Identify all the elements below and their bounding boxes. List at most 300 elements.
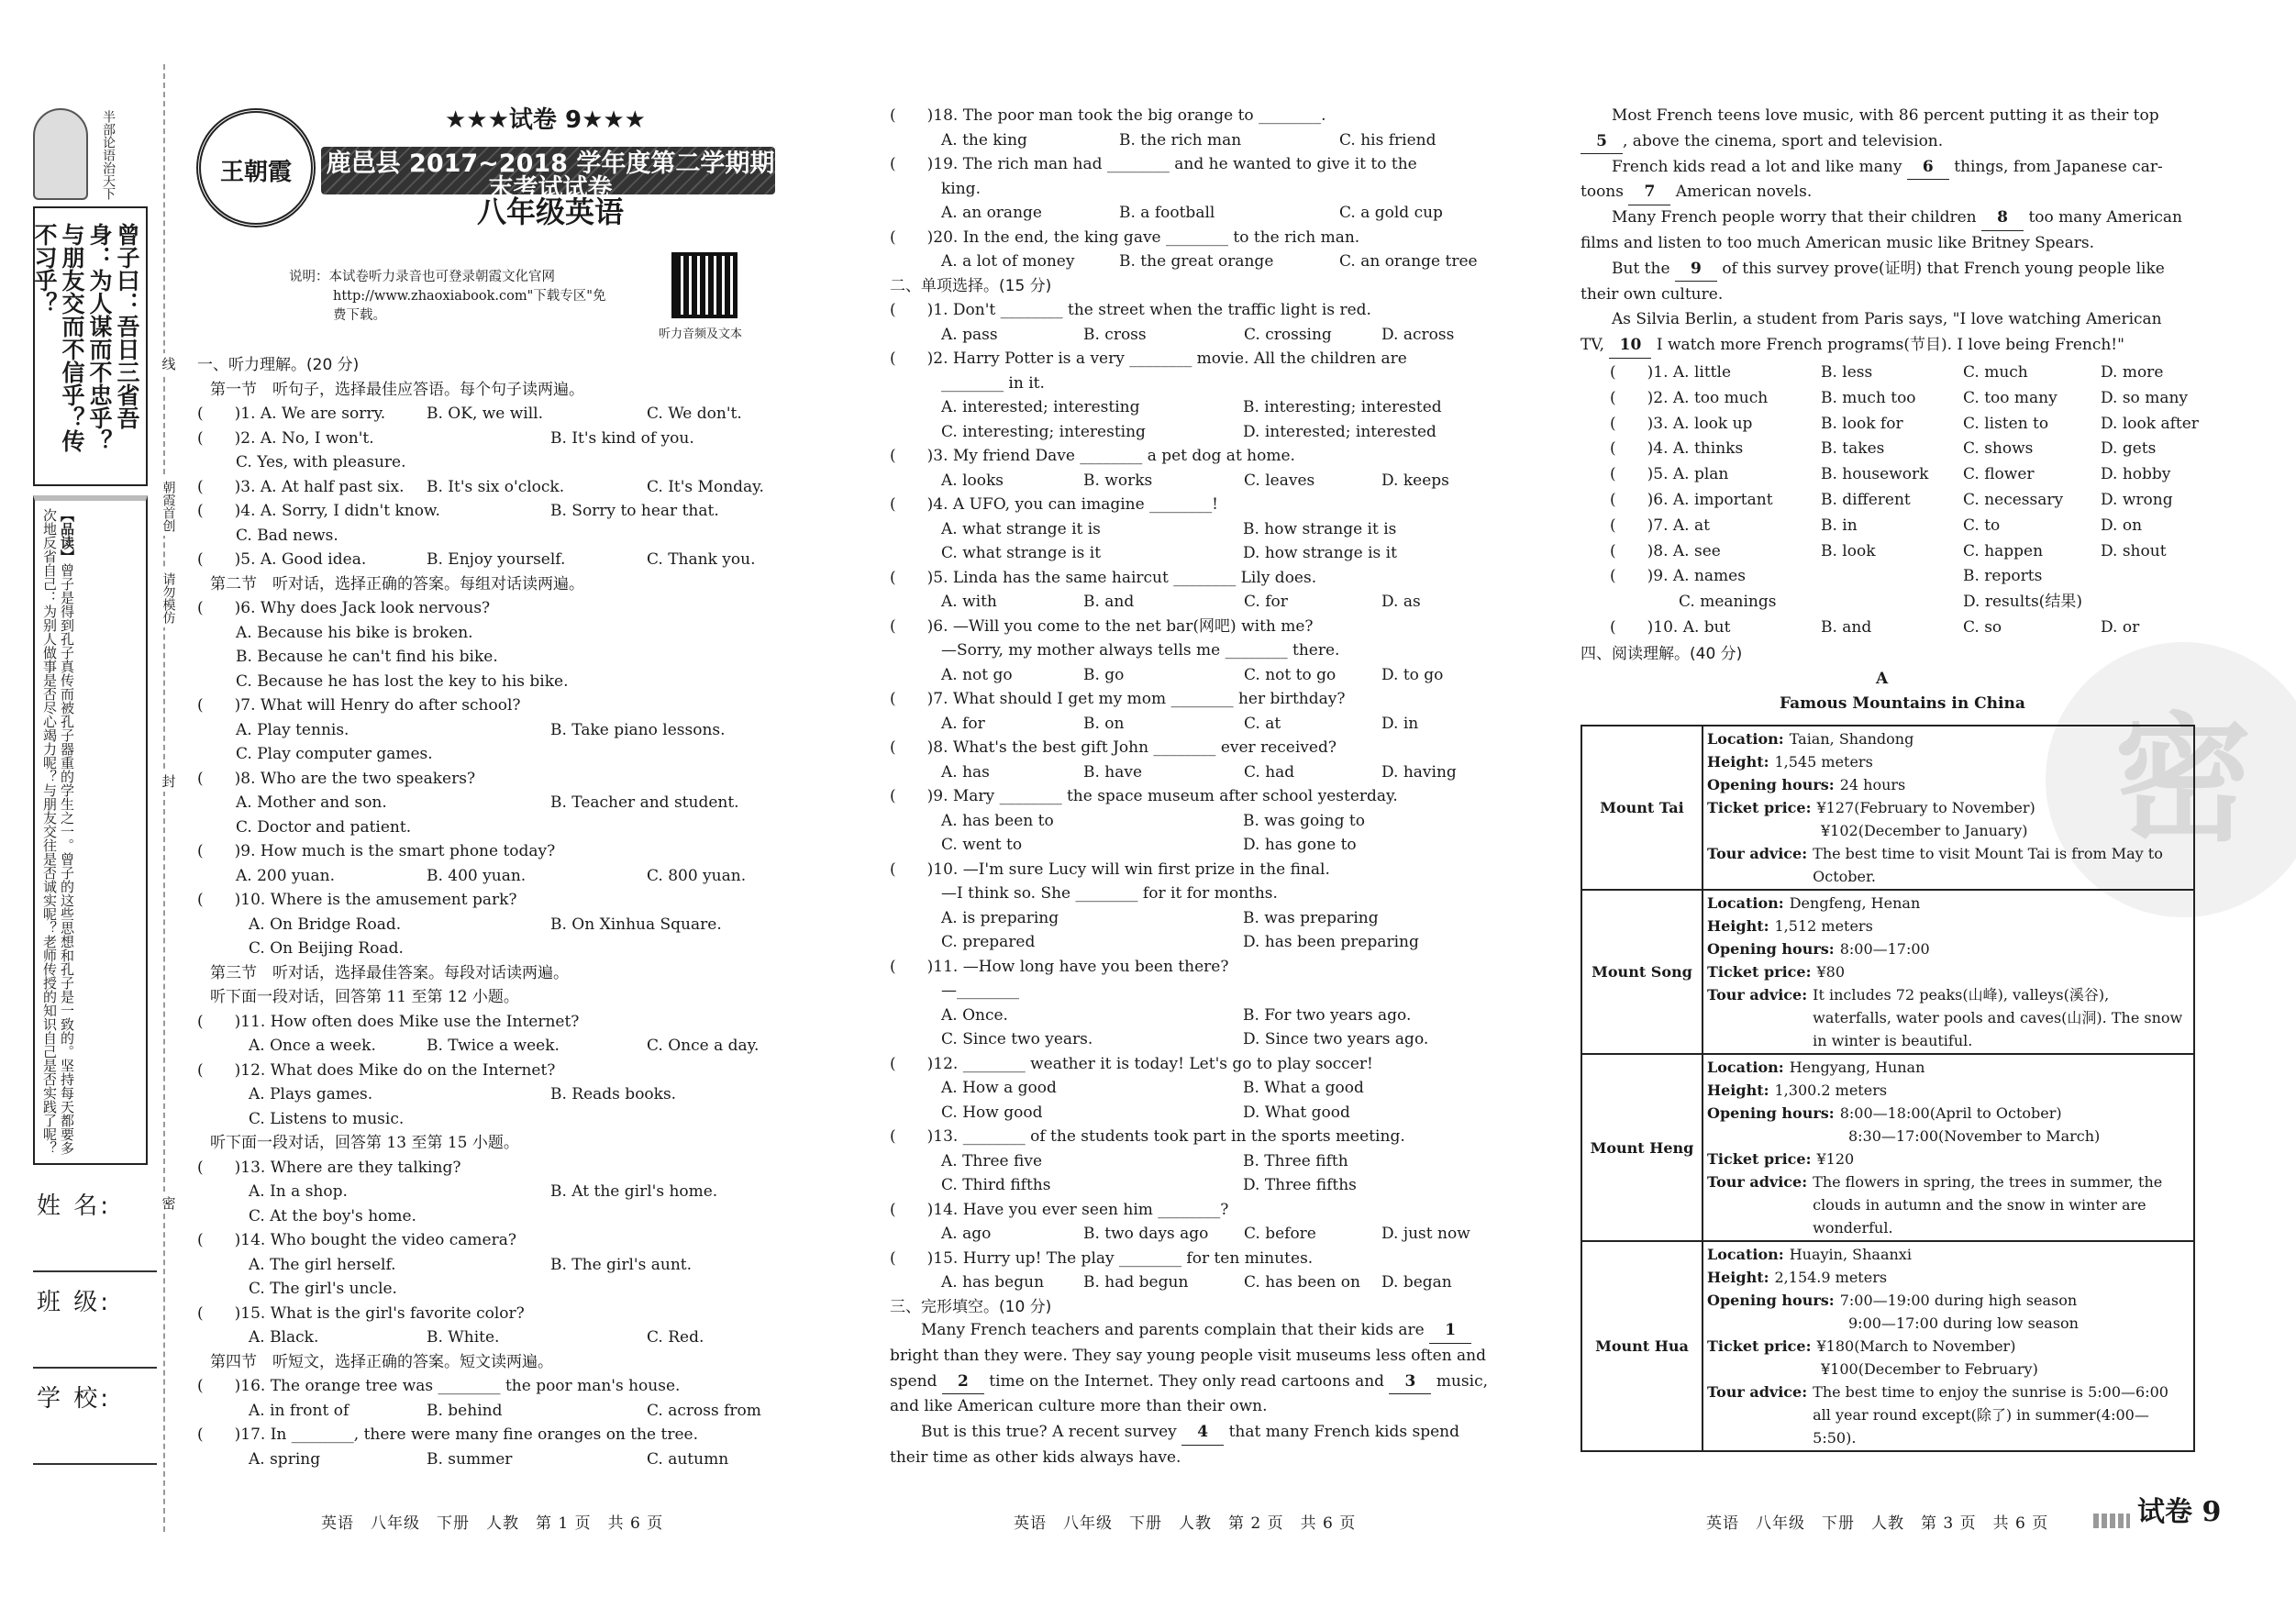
- question-line: ( )1. A. We are sorry.: [197, 405, 386, 423]
- info-key: Height:: [1707, 1081, 1769, 1099]
- option-text: B. much too: [1821, 388, 1916, 407]
- question-line: C. Because he has lost the key to his bike.: [236, 671, 569, 691]
- question-line: C. Listens to music.: [249, 1109, 405, 1128]
- option-text: B. The girl's aunt.: [550, 1255, 693, 1274]
- question-line: A. Plays games.: [249, 1085, 373, 1103]
- question-line: ( )12. ________ weather it is today! Let's go to play soccer!: [890, 1054, 1373, 1073]
- option-text: C. necessary: [1963, 491, 2064, 509]
- option-text: D. has been preparing: [1243, 933, 1419, 951]
- info-value: 8:30—17:00(November to March): [1848, 1127, 2101, 1145]
- option-text: B. For two years ago.: [1243, 1005, 1412, 1025]
- info-value: The flowers in spring, the trees in summer, the clouds in autumn and the snow in winter are wonderful.: [1813, 1173, 2163, 1237]
- option-text: ( )3. A. look up: [1610, 414, 1753, 433]
- passage-text: As Silvia Berlin, a student from Paris says, "I love watching American: [1581, 310, 2162, 329]
- question-line: ( )2. A. No, I won't.: [197, 428, 374, 448]
- question-line: ( )7. What should I get my mom ________ her birthday?: [890, 690, 1346, 708]
- info-value: 7:00—19:00 during high season: [1839, 1292, 2078, 1309]
- question-line: A. for: [941, 714, 985, 733]
- question-line: C. interesting; interesting: [941, 422, 1146, 441]
- exam-badge: 试卷 9: [2137, 1496, 2222, 1528]
- info-key: [1707, 819, 1815, 842]
- option-text: C. to: [1963, 516, 2001, 535]
- mountain-name: Mount Hua: [1581, 1241, 1703, 1451]
- info-key: Location:: [1707, 730, 1784, 748]
- question-line: ( )2. Harry Potter is a very ________ movie. All the children are: [890, 349, 1407, 368]
- passage-text: Many French teachers and parents complain that their kids are: [890, 1321, 1430, 1339]
- question-line: —________: [941, 981, 1019, 1000]
- option-text: B. behind: [427, 1401, 503, 1420]
- info-key: Ticket price:: [1707, 1150, 1812, 1168]
- option-text: D. results(结果): [1963, 593, 2082, 612]
- note-line: 费下载。: [333, 308, 386, 323]
- option-text: ( )8. A. see: [1610, 541, 1721, 560]
- mountain-row: [1581, 726, 2194, 890]
- info-value: Huayin, Shaanxi: [1789, 1246, 1912, 1263]
- option-text: C. Thank you.: [647, 550, 756, 569]
- cloze-blank[interactable]: 8: [1981, 205, 2024, 231]
- cut-label: 密: [154, 1192, 183, 1214]
- info-value: Dengfeng, Henan: [1789, 894, 1921, 912]
- question-line: C. Third fifths: [941, 1176, 1051, 1194]
- info-row: [1707, 1358, 2190, 1381]
- option-text: D. having: [1381, 762, 1457, 782]
- confucius-portrait-icon: [33, 108, 88, 200]
- question-line: A. Play tennis.: [236, 720, 349, 739]
- option-text: C. had: [1244, 762, 1295, 782]
- badge-dots-icon: [2093, 1514, 2130, 1528]
- info-key: Ticket price:: [1707, 799, 1812, 816]
- table-title: Famous Mountains in China: [1780, 694, 2025, 713]
- question-line: ( )7. What will Henry do after school?: [197, 696, 521, 715]
- option-text: B. Enjoy yourself.: [427, 550, 566, 569]
- name-label: 姓 名:: [37, 1192, 112, 1220]
- info-row: [1707, 983, 2190, 1052]
- question-line: ( )5. A. Good idea.: [197, 550, 367, 569]
- passage-text: time on the Internet. They only read cartoons and: [983, 1371, 1390, 1391]
- mountain-info: [1703, 890, 2194, 1054]
- question-line: ( )5. Linda has the same haircut ________ Lily does.: [890, 568, 1317, 587]
- question-line: ( )13. ________ of the students took part in the sports meeting.: [890, 1127, 1405, 1146]
- question-line: A. not go: [941, 665, 1013, 684]
- info-row: [1707, 1312, 2190, 1335]
- question-line: king.: [941, 179, 981, 198]
- info-key: [1707, 1358, 1815, 1381]
- question-line: ( )16. The orange tree was ________ the poor man's house.: [197, 1377, 681, 1395]
- cut-line: [163, 64, 165, 1532]
- cloze-blank[interactable]: 7: [1628, 180, 1670, 205]
- pindu-text: 曾子是得到孔子真传而被孔子器重的学生之一。曾子的这些思想和孔子是一致的。坚持每天都要多次地反省自己：为别人做事是否尽心竭力呢？与朋友交往是否诚实呢？老师传授的知识自己是否实践了呢？: [41, 508, 75, 1155]
- info-row: [1707, 1056, 2190, 1079]
- cloze-blank[interactable]: 5: [1581, 129, 1623, 155]
- question-line: —I think so. She ________ for it for months.: [941, 884, 1278, 903]
- cloze-blank[interactable]: 4: [1181, 1420, 1224, 1446]
- option-text: C. meanings: [1679, 593, 1777, 612]
- mountain-info: [1703, 1054, 2194, 1241]
- question-line: 二、单项选择。(15 分): [890, 276, 1052, 295]
- option-text: D. as: [1381, 593, 1421, 611]
- cloze-blank[interactable]: 1: [1429, 1318, 1471, 1344]
- info-key: Tour advice:: [1707, 986, 1808, 1004]
- option-text: B. was going to: [1243, 811, 1365, 830]
- info-key: Height:: [1707, 1269, 1769, 1286]
- question-line: 听下面一段对话，回答第 11 至第 12 小题。: [210, 988, 519, 1006]
- option-text: C. has been on: [1244, 1273, 1360, 1292]
- question-line: C. went to: [941, 836, 1023, 854]
- question-line: C. Yes, with pleasure.: [236, 453, 406, 471]
- option-text: D. to go: [1381, 665, 1444, 684]
- binding-sidebar: [0, 0, 165, 1597]
- passage-line: [1581, 104, 2159, 128]
- passage-text: that many French kids spend: [1224, 1423, 1460, 1442]
- question-line: ( )4. A UFO, you can imagine ________!: [890, 495, 1218, 514]
- question-line: ( )8. What's the best gift John ________ ever received?: [890, 738, 1337, 757]
- cloze-blank[interactable]: 3: [1389, 1370, 1431, 1395]
- info-row: [1707, 1125, 2190, 1148]
- question-line: A. spring: [249, 1449, 321, 1469]
- question-line: A. On Bridge Road.: [249, 915, 402, 934]
- info-row: [1707, 727, 2190, 750]
- info-row: [1707, 937, 2190, 960]
- option-text: C. at: [1244, 714, 1281, 733]
- question-line: C. How good: [941, 1103, 1043, 1122]
- info-value: ¥120: [1816, 1150, 1855, 1168]
- question-line: C. The girl's uncle.: [249, 1280, 397, 1298]
- question-line: C. Bad news.: [236, 526, 338, 545]
- option-text: D. or: [2101, 618, 2140, 637]
- class-label: 班 级:: [37, 1289, 112, 1316]
- cloze-blank[interactable]: 9: [1675, 257, 1717, 283]
- option-text: B. have: [1083, 762, 1143, 782]
- option-text: C. Red.: [647, 1328, 704, 1347]
- option-text: B. on: [1083, 714, 1125, 733]
- option-text: B. and: [1083, 593, 1135, 611]
- question-line: ( )3. A. At half past six.: [197, 477, 405, 496]
- option-text: C. crossing: [1244, 325, 1332, 344]
- option-text: B. in: [1821, 516, 1858, 535]
- info-key: Location:: [1707, 894, 1784, 912]
- option-text: B. Twice a week.: [427, 1037, 560, 1055]
- question-line: ( )11. —How long have you been there?: [890, 957, 1229, 976]
- passage-line: [890, 1344, 1486, 1369]
- question-line: A. ago: [941, 1225, 992, 1243]
- question-line: 听下面一段对话，回答第 13 至第 15 小题。: [210, 1134, 519, 1152]
- option-text: D. on: [2101, 516, 2143, 535]
- question-line: ________ in it.: [941, 373, 1045, 393]
- option-text: C. not to go: [1244, 665, 1337, 684]
- option-text: D. wrong: [2101, 491, 2173, 509]
- option-text: B. had begun: [1083, 1273, 1189, 1292]
- option-text: D. began: [1381, 1273, 1452, 1292]
- page3-footer: 英语 八年级 下册 人教 第 3 页 共 6 页: [1706, 1514, 2049, 1533]
- option-text: D. has gone to: [1243, 836, 1357, 854]
- option-text: B. On Xinhua Square.: [550, 915, 722, 934]
- mountain-info: [1703, 726, 2194, 890]
- option-text: B. and: [1821, 618, 1872, 637]
- info-row: [1707, 1381, 2190, 1449]
- question-line: A. How a good: [941, 1079, 1057, 1097]
- question-line: C. Since two years.: [941, 1030, 1093, 1048]
- cloze-blank[interactable]: 2: [942, 1370, 984, 1395]
- passage-text: music,: [1431, 1371, 1489, 1391]
- passage-line: [1581, 257, 2165, 283]
- option-text: C. flower: [1963, 465, 2035, 484]
- option-text: B. cross: [1083, 325, 1147, 344]
- question-line: ( )15. Hurry up! The play ________ for ten minutes.: [890, 1248, 1314, 1268]
- passage-text: French kids read a lot and like many: [1581, 157, 1907, 176]
- option-text: B. two days ago: [1083, 1225, 1209, 1243]
- option-text: B. works: [1083, 471, 1153, 490]
- question-line: 第一节 听句子，选择最佳应答语。每个句子读两遍。: [210, 380, 584, 399]
- passage-text: Many French people worry that their children: [1581, 208, 1982, 227]
- cloze-blank[interactable]: 10: [1609, 333, 1651, 359]
- question-line: A. Once.: [941, 1005, 1008, 1025]
- info-row: [1707, 773, 2190, 796]
- info-key: Location:: [1707, 1059, 1784, 1076]
- question-line: A. interested; interesting: [941, 398, 1140, 416]
- question-line: A. The girl herself.: [249, 1255, 396, 1274]
- class-line[interactable]: [33, 1367, 157, 1369]
- option-text: D. look after: [2101, 414, 2199, 433]
- option-text: C. happen: [1963, 541, 2044, 560]
- info-key: Height:: [1707, 753, 1769, 771]
- cut-label: 请勿模仿: [154, 569, 183, 627]
- question-line: ( )9. Mary ________ the space museum after school yesterday.: [890, 787, 1398, 805]
- option-text: C. his friend: [1339, 130, 1436, 150]
- question-line: B. Because he can't find his bike.: [236, 648, 498, 666]
- option-text: B. It's kind of you.: [550, 428, 694, 448]
- info-row: [1707, 842, 2190, 888]
- option-text: B. 400 yuan.: [427, 866, 527, 885]
- info-key: Opening hours:: [1707, 1292, 1835, 1309]
- mountain-row: [1581, 1241, 2194, 1451]
- question-line: ( )19. The rich man had ________ and he wanted to give it to the: [890, 155, 1417, 173]
- question-line: A. in front of: [249, 1401, 349, 1420]
- option-text: B. Three fifth: [1243, 1151, 1348, 1170]
- question-line: C. Doctor and patient.: [236, 817, 412, 837]
- note-line[interactable]: http://www.zhaoxiabook.com"下载专区"免: [333, 289, 606, 304]
- question-line: A. the king: [941, 130, 1027, 150]
- info-value: Taian, Shandong: [1789, 730, 1914, 748]
- info-value: The best time to visit Mount Tai is from May to October.: [1813, 845, 2163, 885]
- cut-label: 线: [154, 353, 183, 374]
- option-text: B. the great orange: [1119, 252, 1274, 271]
- info-row: [1707, 796, 2190, 819]
- page1-footer: 英语 八年级 下册 人教 第 1 页 共 6 页: [321, 1514, 664, 1533]
- question-line: A. pass: [941, 325, 998, 344]
- info-row: [1707, 1243, 2190, 1266]
- info-key: Tour advice:: [1707, 1173, 1808, 1191]
- info-row: [1707, 1079, 2190, 1102]
- question-line: A. Because his bike is broken.: [236, 623, 473, 642]
- question-line: ( )20. In the end, the king gave ________ to the rich man.: [890, 227, 1360, 247]
- option-text: C. We don't.: [647, 405, 742, 423]
- passage-line: [890, 1394, 1267, 1419]
- option-text: C. shows: [1963, 439, 2034, 459]
- option-text: C. so: [1963, 618, 2002, 637]
- option-text: C. listen to: [1963, 414, 2049, 433]
- cut-label: 封: [154, 771, 183, 792]
- option-text: D. Since two years ago.: [1243, 1030, 1429, 1048]
- question-line: C. what strange is it: [941, 544, 1102, 562]
- option-text: B. Reads books.: [550, 1085, 677, 1103]
- info-key: Tour advice:: [1707, 845, 1808, 862]
- qr-code-icon[interactable]: [671, 252, 738, 318]
- passage-line: [1581, 307, 2162, 332]
- mountain-row: [1581, 1054, 2194, 1241]
- option-text: D. gets: [2101, 439, 2157, 459]
- option-text: B. was preparing: [1243, 908, 1379, 927]
- option-text: ( )10. A. but: [1610, 618, 1731, 637]
- option-text: C. across from: [647, 1401, 761, 1420]
- passage-text: , above the cinema, sport and television.: [1623, 131, 1944, 150]
- passage-text: toons: [1581, 183, 1629, 202]
- question-line: ( )9. How much is the smart phone today?: [197, 842, 556, 860]
- option-text: B. summer: [427, 1449, 513, 1469]
- reading-heading: 四、阅读理解。(40 分): [1581, 645, 1743, 663]
- question-line: C. On Beijing Road.: [249, 939, 404, 958]
- info-row: [1707, 819, 2190, 842]
- info-key: Ticket price:: [1707, 963, 1812, 981]
- option-text: C. a gold cup: [1339, 204, 1443, 222]
- option-text: C. before: [1244, 1225, 1316, 1243]
- info-value: Hengyang, Hunan: [1789, 1059, 1925, 1076]
- info-value: It includes 72 peaks(山峰), valleys(溪谷), waterfalls, water pools and caves(山洞). The snow in winter is beautiful.: [1813, 986, 2183, 1049]
- info-row: [1707, 1102, 2190, 1125]
- passage-line: [1581, 180, 1812, 205]
- question-line: C. Play computer games.: [236, 745, 433, 763]
- option-text: ( )7. A. at: [1610, 516, 1710, 535]
- passage-text: bright than they were. They say young people visit museums less often and: [890, 1346, 1487, 1365]
- option-text: B. At the girl's home.: [550, 1182, 718, 1201]
- option-text: C. It's Monday.: [647, 477, 764, 496]
- info-key: Height:: [1707, 917, 1769, 935]
- option-text: C. autumn: [647, 1449, 729, 1469]
- info-value: ¥102(December to January): [1821, 822, 2028, 839]
- question-line: ( )4. A. Sorry, I didn't know.: [197, 502, 440, 520]
- cloze-blank[interactable]: 6: [1907, 155, 1949, 181]
- pindu-label: 【品读】: [59, 508, 75, 563]
- sidebar-motto: 曾子曰：吾日三省吾身：为人谋而不忠乎？与朋友交而不信乎？传不习乎？: [33, 206, 148, 486]
- question-line: ( )14. Have you ever seen him ________?: [890, 1200, 1229, 1219]
- name-line[interactable]: [33, 1270, 157, 1272]
- info-key: Tour advice:: [1707, 1383, 1808, 1401]
- question-line: ( )12. What does Mike do on the Internet?: [197, 1060, 556, 1080]
- option-text: B. It's six o'clock.: [427, 477, 565, 496]
- option-text: B. different: [1821, 491, 1911, 509]
- passage-text: TV,: [1581, 336, 1610, 355]
- exam-title: 鹿邑县 2017~2018 学年度第二学期期末考试试卷: [326, 150, 775, 203]
- option-text: B. look for: [1821, 414, 1903, 433]
- question-line: ( )15. What is the girl's favorite color?: [197, 1303, 525, 1323]
- sidebar-tag: 半部论语治天下: [101, 110, 116, 200]
- info-key: Ticket price:: [1707, 1337, 1812, 1355]
- info-value: 2,154.9 meters: [1774, 1269, 1888, 1286]
- info-value: 1,545 meters: [1774, 753, 1873, 771]
- info-key: Opening hours:: [1707, 776, 1835, 793]
- option-text: B. go: [1083, 665, 1125, 684]
- stamp-watermark: 密: [2046, 642, 2296, 917]
- passage-line: [1581, 333, 2124, 359]
- info-value: 1,300.2 meters: [1774, 1081, 1888, 1099]
- question-line: 第二节 听对话，选择正确的答案。每组对话读两遍。: [210, 574, 584, 593]
- passage-text: But the: [1581, 259, 1675, 278]
- option-text: B. takes: [1821, 439, 1885, 459]
- passage-text: and like American culture more than their own.: [890, 1397, 1268, 1416]
- option-text: D. What good: [1243, 1103, 1350, 1122]
- info-key: Opening hours:: [1707, 1104, 1835, 1122]
- school-line[interactable]: [33, 1463, 157, 1465]
- info-row: [1707, 960, 2190, 983]
- info-key: Opening hours:: [1707, 940, 1835, 958]
- question-line: C. At the boy's home.: [249, 1206, 416, 1225]
- info-row: [1707, 1170, 2190, 1239]
- question-line: ( )10. Where is the amusement park?: [197, 891, 517, 909]
- question-line: ( )17. In ________, there were many fine oranges on the tree.: [197, 1425, 699, 1444]
- info-value: ¥100(December to February): [1821, 1360, 2038, 1378]
- option-text: D. in: [1381, 714, 1419, 733]
- question-line: A. looks: [941, 471, 1004, 490]
- question-line: ( )14. Who bought the video camera?: [197, 1231, 516, 1249]
- option-text: ( )2. A. too much: [1610, 388, 1769, 407]
- question-line: A. an orange: [941, 204, 1042, 222]
- cut-label: 朝霞首创: [154, 477, 183, 536]
- question-line: ( )3. My friend Dave ________ a pet dog at home.: [890, 447, 1295, 465]
- option-text: B. look: [1821, 541, 1876, 560]
- passage-text: things, from Japanese car-: [1948, 157, 2163, 176]
- question-line: A. is preparing: [941, 908, 1059, 927]
- question-line: A. has begun: [941, 1273, 1045, 1292]
- option-text: B. a football: [1119, 204, 1215, 222]
- info-row: [1707, 915, 2190, 937]
- option-text: D. Three fifths: [1243, 1176, 1357, 1194]
- option-text: B. Take piano lessons.: [550, 720, 726, 739]
- option-text: D. so many: [2101, 388, 2189, 407]
- page2-footer: 英语 八年级 下册 人教 第 2 页 共 6 页: [1014, 1514, 1357, 1533]
- question-line: ( )6. —Will you come to the net bar(网吧) with me?: [890, 616, 1314, 636]
- option-text: B. White.: [427, 1328, 500, 1347]
- passage-text: their own culture.: [1581, 284, 1724, 304]
- question-line: —Sorry, my mother always tells me ________ there.: [941, 641, 1340, 660]
- option-text: C. 800 yuan.: [647, 866, 747, 885]
- passage-line: [1581, 155, 2163, 181]
- info-key: Location:: [1707, 1246, 1784, 1263]
- question-line: ( )11. How often does Mike use the Internet?: [197, 1012, 580, 1031]
- sidebar-pindu: [33, 495, 148, 1165]
- question-line: A. has: [941, 762, 990, 782]
- question-line: A. has been to: [941, 811, 1054, 830]
- question-line: A. 200 yuan.: [236, 866, 335, 885]
- option-text: C. much: [1963, 363, 2028, 382]
- passage-text: American novels.: [1670, 183, 1813, 202]
- passage-line: [1581, 205, 2182, 231]
- option-text: D. how strange is it: [1243, 544, 1397, 562]
- question-line: A. what strange it is: [941, 519, 1101, 538]
- option-text: ( )5. A. plan: [1610, 465, 1729, 484]
- question-line: ( )6. Why does Jack look nervous?: [197, 599, 491, 617]
- school-label: 学 校:: [37, 1385, 112, 1413]
- option-text: D. hobby: [2101, 465, 2171, 484]
- option-text: B. less: [1821, 363, 1873, 382]
- option-text: D. just now: [1381, 1225, 1470, 1243]
- option-text: D. interested; interested: [1243, 422, 1436, 441]
- info-value: 9:00—17:00 during low season: [1848, 1314, 2079, 1332]
- passage-line: [1581, 129, 1943, 155]
- question-line: 三、完形填空。(10 分): [890, 1297, 1052, 1316]
- passage-line: [890, 1446, 1181, 1470]
- mountain-name: Mount Heng: [1581, 1054, 1703, 1241]
- info-value: ¥80: [1816, 963, 1846, 981]
- info-value: The best time to enjoy the sunrise is 5:00—6:00 all year round except(除了) in summer(4:00—5:50).: [1813, 1383, 2168, 1447]
